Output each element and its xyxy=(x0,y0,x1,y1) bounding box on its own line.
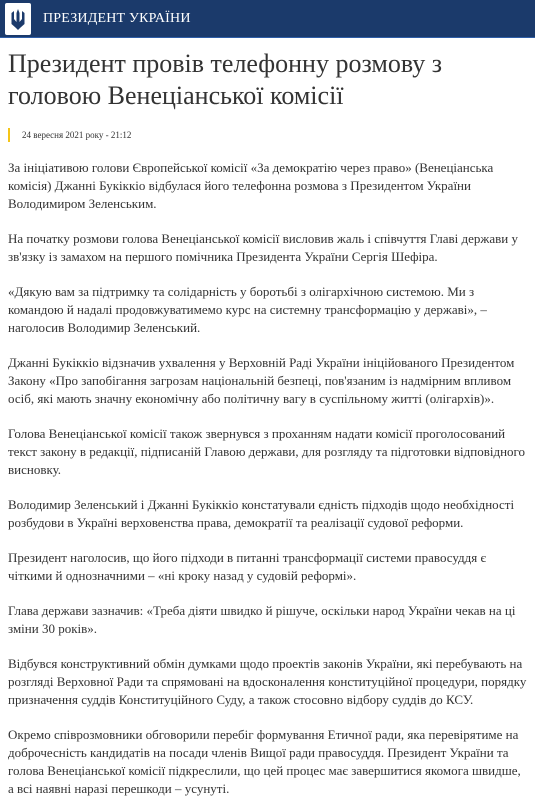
article-date: 24 вересня 2021 року - 21:12 xyxy=(8,128,527,142)
article xyxy=(0,48,535,798)
article-paragraph: Володимир Зеленський і Джанні Букіккіо констатували єдність підходів щодо необхідності розбудови в Україні верховенства права, демократії та реалізації судової реформи. xyxy=(8,497,515,530)
article-paragraph: Окремо співрозмовники обговорили перебіг формування Етичної ради, яка перевірятиме на доброчесність кандидатів на посади членів Вищої ради правосуддя. Президент України та голова Венеціанської комісії підкреслили, що цей процес має завершитися якомога швидше, а всі наявні наразі перешкоди – усунуті. xyxy=(8,727,521,796)
site-title[interactable]: ПРЕЗИДЕНТ УКРАЇНИ xyxy=(43,11,191,26)
article-paragraph: Джанні Букіккіо відзначив ухвалення у Верховній Раді України ініційованого Президентом Закону «Про запобігання загрозам національній безпеці, пов'язаним із надмірним впливом осіб, які мають значну економічну або політичну вагу в суспільному житті (олігархів)». xyxy=(8,355,515,406)
trident-icon[interactable] xyxy=(5,3,31,35)
article-paragraph: Голова Венеціанської комісії також звернувся з проханням надати комісії проголосований текст закону в редакції, підписаній Главою держави, для розгляду та підготовки відповідного висновку. xyxy=(8,426,526,477)
site-header xyxy=(0,0,535,38)
article-paragraph: Відбувся конструктивний обмін думками щодо проектів законів України, які перебувають на розгляді Верховної Ради та спрямовані на вдосконалення конституційної процедури, порядку призначення суддів Конституційного Суду, а також стосовно відбору суддів до КСУ. xyxy=(8,656,527,707)
article-paragraph: «Дякую вам за підтримку та солідарність у боротьбі з олігархічною системою. Ми з командою й надалі продовжуватимемо курс на системну трансформацію у державі», – наголосив Володимир Зеленський. xyxy=(8,284,487,335)
article-paragraph: Президент наголосив, що його підходи в питанні трансформації системи правосуддя є чіткими й однозначними – «ні кроку назад у судовій реформі». xyxy=(8,550,487,583)
article-paragraph: За ініціативою голови Європейської комісії «За демократію через право» (Венеціанська комісія) Джанні Букіккіо відбулася його телефонна розмова з Президентом України Володимиром Зеленським. xyxy=(8,160,494,211)
article-paragraph: На початку розмови голова Венеціанської комісії висловив жаль і співчуття Главі держави у зв'язку із замахом на першого помічника Президента України Сергія Шефіра. xyxy=(8,231,519,264)
article-paragraph: Глава держави зазначив: «Треба діяти швидко й рішуче, оскільки народ України чекав на ці зміни 30 років». xyxy=(8,603,516,636)
article-body xyxy=(8,159,527,798)
article-title: Президент провів телефонну розмову з головою Венеціанської комісії xyxy=(8,49,442,110)
